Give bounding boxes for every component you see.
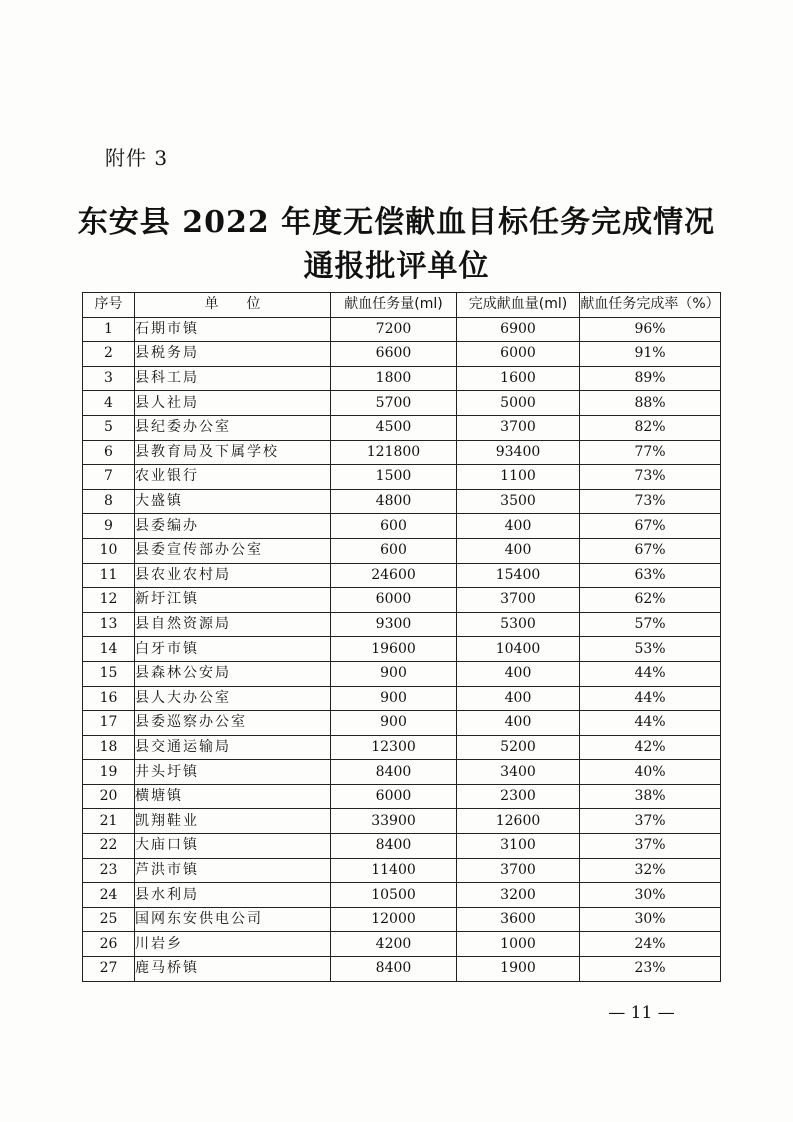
table-row: [83, 391, 721, 416]
row-number-cell: 14: [83, 637, 135, 662]
completed-volume-cell: 3500: [457, 489, 580, 514]
row-number-cell: 2: [83, 342, 135, 367]
task-volume-cell: 5700: [331, 391, 457, 416]
table-row: [83, 784, 721, 809]
completion-rate-cell: 32%: [580, 858, 721, 883]
table-row: [83, 317, 721, 342]
completed-volume-cell: 2300: [457, 784, 580, 809]
table-row: [83, 366, 721, 391]
completion-rate-cell: 24%: [580, 932, 721, 957]
task-volume-cell: 11400: [331, 858, 457, 883]
unit-name-cell: 县农业农村局: [135, 563, 331, 588]
unit-name-cell: 县自然资源局: [135, 612, 331, 637]
task-volume-cell: 19600: [331, 637, 457, 662]
task-volume-cell: 600: [331, 514, 457, 539]
table-row: [83, 588, 721, 613]
table-row: [83, 711, 721, 736]
completed-volume-cell: 3700: [457, 858, 580, 883]
table-row: [83, 735, 721, 760]
row-number-cell: 5: [83, 415, 135, 440]
completion-rate-cell: 67%: [580, 538, 721, 563]
completed-volume-cell: 5300: [457, 612, 580, 637]
completion-rate-cell: 88%: [580, 391, 721, 416]
table-row: [83, 686, 721, 711]
task-volume-cell: 4500: [331, 415, 457, 440]
completed-volume-cell: 5200: [457, 735, 580, 760]
completed-volume-cell: 400: [457, 661, 580, 686]
table-row: [83, 415, 721, 440]
unit-name-cell: 芦洪市镇: [135, 858, 331, 883]
completion-rate-cell: 30%: [580, 883, 721, 908]
document-subtitle: 通报批评单位: [303, 249, 490, 284]
header-unit: 单 位: [135, 293, 331, 318]
task-volume-cell: 6000: [331, 588, 457, 613]
completion-rate-cell: 91%: [580, 342, 721, 367]
completion-rate-cell: 62%: [580, 588, 721, 613]
table-row: [83, 563, 721, 588]
table-row: [83, 637, 721, 662]
row-number-cell: 23: [83, 858, 135, 883]
completion-rate-cell: 44%: [580, 661, 721, 686]
task-volume-cell: 10500: [331, 883, 457, 908]
completion-rate-cell: 96%: [580, 317, 721, 342]
unit-name-cell: 县纪委办公室: [135, 415, 331, 440]
unit-name-cell: 川岩乡: [135, 932, 331, 957]
completed-volume-cell: 3100: [457, 834, 580, 859]
completion-rate-cell: 37%: [580, 809, 721, 834]
task-volume-cell: 33900: [331, 809, 457, 834]
completed-volume-cell: 1900: [457, 957, 580, 982]
completed-volume-cell: 12600: [457, 809, 580, 834]
task-volume-cell: 1500: [331, 465, 457, 490]
row-number-cell: 6: [83, 440, 135, 465]
task-volume-cell: 1800: [331, 366, 457, 391]
completed-volume-cell: 1000: [457, 932, 580, 957]
table-row: [83, 514, 721, 539]
unit-name-cell: 县教育局及下属学校: [135, 440, 331, 465]
table-row: [83, 883, 721, 908]
completion-rate-cell: 73%: [580, 489, 721, 514]
task-volume-cell: 6000: [331, 784, 457, 809]
header-task: 献血任务量(ml): [331, 293, 457, 318]
task-volume-cell: 9300: [331, 612, 457, 637]
unit-name-cell: 县人社局: [135, 391, 331, 416]
task-volume-cell: 4200: [331, 932, 457, 957]
unit-name-cell: 县委宣传部办公室: [135, 538, 331, 563]
unit-name-cell: 石期市镇: [135, 317, 331, 342]
table-row: [83, 809, 721, 834]
unit-name-cell: 县委编办: [135, 514, 331, 539]
attachment-label: 附件 3: [105, 146, 169, 170]
completed-volume-cell: 400: [457, 711, 580, 736]
table-row: [83, 440, 721, 465]
header-done: 完成献血量(ml): [457, 293, 580, 318]
task-volume-cell: 24600: [331, 563, 457, 588]
completion-rate-cell: 63%: [580, 563, 721, 588]
page-number: — 11 —: [608, 1003, 675, 1023]
completion-rate-cell: 82%: [580, 415, 721, 440]
unit-name-cell: 大盛镇: [135, 489, 331, 514]
completion-rate-cell: 67%: [580, 514, 721, 539]
task-volume-cell: 900: [331, 686, 457, 711]
row-number-cell: 4: [83, 391, 135, 416]
table-row: [83, 465, 721, 490]
unit-name-cell: 县税务局: [135, 342, 331, 367]
table-row: [83, 342, 721, 367]
row-number-cell: 25: [83, 907, 135, 932]
row-number-cell: 3: [83, 366, 135, 391]
table-row: [83, 957, 721, 982]
completed-volume-cell: 3600: [457, 907, 580, 932]
unit-name-cell: 县人大办公室: [135, 686, 331, 711]
row-number-cell: 24: [83, 883, 135, 908]
completion-rate-cell: 38%: [580, 784, 721, 809]
table-row: [83, 489, 721, 514]
row-number-cell: 7: [83, 465, 135, 490]
task-volume-cell: 12000: [331, 907, 457, 932]
task-volume-cell: 8400: [331, 957, 457, 982]
task-volume-cell: 7200: [331, 317, 457, 342]
row-number-cell: 9: [83, 514, 135, 539]
completed-volume-cell: 3400: [457, 760, 580, 785]
unit-name-cell: 农业银行: [135, 465, 331, 490]
row-number-cell: 22: [83, 834, 135, 859]
table-row: [83, 760, 721, 785]
row-number-cell: 8: [83, 489, 135, 514]
completed-volume-cell: 15400: [457, 563, 580, 588]
unit-name-cell: 鹿马桥镇: [135, 957, 331, 982]
row-number-cell: 20: [83, 784, 135, 809]
completion-rate-cell: 53%: [580, 637, 721, 662]
row-number-cell: 16: [83, 686, 135, 711]
task-volume-cell: 12300: [331, 735, 457, 760]
unit-name-cell: 国网东安供电公司: [135, 907, 331, 932]
unit-name-cell: 县交通运输局: [135, 735, 331, 760]
unit-name-cell: 井头圩镇: [135, 760, 331, 785]
task-volume-cell: 8400: [331, 760, 457, 785]
task-volume-cell: 900: [331, 661, 457, 686]
completed-volume-cell: 93400: [457, 440, 580, 465]
row-number-cell: 18: [83, 735, 135, 760]
completed-volume-cell: 3700: [457, 415, 580, 440]
completion-rate-cell: 37%: [580, 834, 721, 859]
row-number-cell: 27: [83, 957, 135, 982]
completed-volume-cell: 10400: [457, 637, 580, 662]
task-volume-cell: 6600: [331, 342, 457, 367]
unit-name-cell: 新圩江镇: [135, 588, 331, 613]
row-number-cell: 12: [83, 588, 135, 613]
header-no: 序号: [83, 293, 135, 318]
table-body: [83, 317, 721, 981]
unit-name-cell: 县森林公安局: [135, 661, 331, 686]
completion-rate-cell: 44%: [580, 711, 721, 736]
completed-volume-cell: 400: [457, 514, 580, 539]
completion-rate-cell: 30%: [580, 907, 721, 932]
row-number-cell: 26: [83, 932, 135, 957]
completion-rate-cell: 42%: [580, 735, 721, 760]
row-number-cell: 19: [83, 760, 135, 785]
completed-volume-cell: 400: [457, 686, 580, 711]
completed-volume-cell: 6000: [457, 342, 580, 367]
completed-volume-cell: 400: [457, 538, 580, 563]
task-volume-cell: 121800: [331, 440, 457, 465]
completed-volume-cell: 3200: [457, 883, 580, 908]
table-row: [83, 661, 721, 686]
completion-rate-cell: 57%: [580, 612, 721, 637]
blood-donation-table: [82, 292, 721, 982]
completion-rate-cell: 40%: [580, 760, 721, 785]
completion-rate-cell: 44%: [580, 686, 721, 711]
table-row: [83, 907, 721, 932]
row-number-cell: 17: [83, 711, 135, 736]
table-row: [83, 612, 721, 637]
unit-name-cell: 白牙市镇: [135, 637, 331, 662]
unit-name-cell: 县委巡察办公室: [135, 711, 331, 736]
unit-name-cell: 县水利局: [135, 883, 331, 908]
completed-volume-cell: 3700: [457, 588, 580, 613]
table-row: [83, 538, 721, 563]
row-number-cell: 11: [83, 563, 135, 588]
unit-name-cell: 横塘镇: [135, 784, 331, 809]
table-row: [83, 858, 721, 883]
completed-volume-cell: 1100: [457, 465, 580, 490]
row-number-cell: 1: [83, 317, 135, 342]
task-volume-cell: 600: [331, 538, 457, 563]
unit-name-cell: 县科工局: [135, 366, 331, 391]
completion-rate-cell: 77%: [580, 440, 721, 465]
task-volume-cell: 900: [331, 711, 457, 736]
completion-rate-cell: 23%: [580, 957, 721, 982]
table-row: [83, 834, 721, 859]
header-rate: 献血任务完成率（%）: [580, 293, 721, 318]
row-number-cell: 21: [83, 809, 135, 834]
document-title: 东安县 2022 年度无偿献血目标任务完成情况: [77, 205, 716, 240]
task-volume-cell: 4800: [331, 489, 457, 514]
completion-rate-cell: 89%: [580, 366, 721, 391]
completed-volume-cell: 5000: [457, 391, 580, 416]
completion-rate-cell: 73%: [580, 465, 721, 490]
unit-name-cell: 大庙口镇: [135, 834, 331, 859]
task-volume-cell: 8400: [331, 834, 457, 859]
completed-volume-cell: 6900: [457, 317, 580, 342]
row-number-cell: 10: [83, 538, 135, 563]
row-number-cell: 15: [83, 661, 135, 686]
completed-volume-cell: 1600: [457, 366, 580, 391]
row-number-cell: 13: [83, 612, 135, 637]
unit-name-cell: 凯翔鞋业: [135, 809, 331, 834]
table-row: [83, 932, 721, 957]
table-header-row: [83, 293, 721, 318]
